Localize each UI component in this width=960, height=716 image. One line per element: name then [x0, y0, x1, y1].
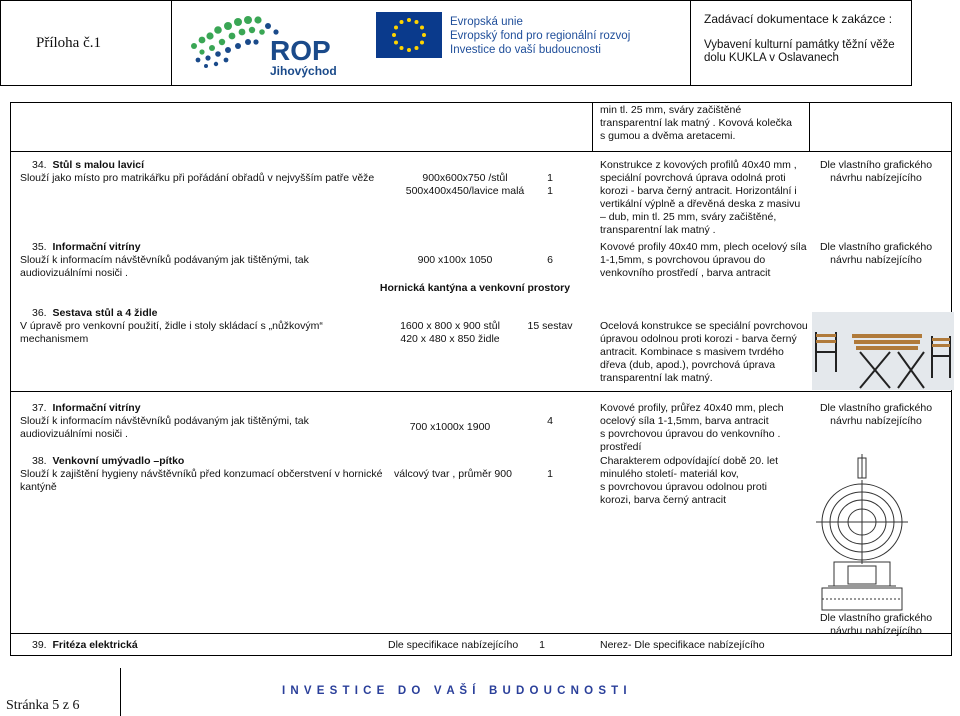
rop-subtext: Jihovýchod	[270, 64, 337, 78]
item-38-heading	[32, 455, 184, 468]
item-34-design-2: návrhu nabízejícího	[830, 172, 922, 184]
top-fragment-3: s gumou a dvěma aretacemi.	[600, 130, 736, 142]
item-34-spec-line: korozi - barva černý antracit. Horizontální i	[600, 185, 797, 197]
item-34-title: Stůl s malou lavicí	[52, 159, 145, 171]
item-38-description-2: kantýně	[20, 481, 57, 493]
tender-line-2: Vybavení kulturní památky těžní věže	[704, 39, 895, 51]
item-35-description-2: audiovizuálními nosiči .	[20, 267, 128, 279]
top-fragment-1: min tl. 25 mm, sváry začištěné	[600, 104, 742, 116]
item-36-title: Sestava stůl a 4 židle	[52, 307, 158, 319]
rop-text: ROP	[270, 35, 331, 66]
item-36-spec-line: dřeva (dub, apod.), povrchová úprava	[600, 359, 776, 371]
item-36-number: 36.	[32, 307, 47, 319]
item-37-qty: 4	[547, 415, 553, 427]
item-38-design-2: návrhu nabízejícího	[830, 625, 922, 637]
item-34-design-1: Dle vlastního grafického	[819, 159, 933, 171]
item-38-spec-line: Charakterem odpovídající době 20. let	[600, 455, 779, 467]
item-37-number: 37.	[32, 402, 47, 414]
item-38-qty: 1	[547, 468, 553, 480]
item-35-dim: 900 x100x 1050	[417, 254, 493, 266]
item-35-spec-line: Kovové profily 40x40 mm, plech ocelový síla	[600, 241, 807, 253]
item-37-dim: 700 x1000x 1900	[409, 421, 491, 433]
item-36-spec-line: úpravou odolnou proti korozi - barva černý	[600, 333, 797, 345]
eu-text-2: Evropský fond pro regionální rozvoj	[450, 30, 631, 42]
item-36-spec-line: antracit. Kombinace s masivem tvrdého	[600, 346, 784, 358]
item-37-spec-line: s povrchovou úpravou do venkovního .	[600, 428, 781, 440]
item-38-description-1: Slouží k zajištění hygieny návštěvníků před konzumací občerstvení v hornické	[20, 468, 383, 480]
item-36-heading	[32, 307, 158, 320]
item-35-heading	[32, 241, 141, 254]
item-38-dim: válcový tvar , průměr 900	[394, 468, 512, 480]
item-34-spec-line: – dub, min tl. 25 mm, sváry začištěné,	[600, 211, 777, 223]
page-number: Stránka 5 z 6	[6, 698, 80, 713]
item-35-number: 35.	[32, 241, 47, 253]
attachment-label: Příloha č.1	[36, 35, 101, 51]
item-38-spec-line: s povrchovou úpravou odolnou proti	[600, 481, 767, 493]
item-37-design-2: návrhu nabízejícího	[830, 415, 922, 427]
item-34-spec-line: speciální povrchová úprava odolná proti	[600, 172, 786, 184]
item-37-description-2: audiovizuálními nosiči .	[20, 428, 128, 440]
eu-stars-icon	[376, 12, 442, 58]
item-37-description-1: Slouží k informacím návštěvníků podávaným jak tištěnými, tak	[20, 415, 309, 427]
item-39-heading	[32, 639, 138, 652]
item-35-spec-line: 1-1,5mm, s povrchovou úpravou do	[600, 254, 766, 266]
eu-text-1: Evropská unie	[450, 16, 523, 28]
item-39-qty: 1	[539, 639, 545, 651]
item-34-qty-2: 1	[547, 185, 553, 197]
top-fragment-2: transparentní lak matný . Kovová kolečka	[600, 117, 793, 129]
item-38-spec-line: korozi, barva černý antracit	[600, 494, 727, 506]
item-38-number: 38.	[32, 455, 47, 467]
item-36-dim-1: 1600 x 800 x 900 stůl	[400, 320, 500, 332]
item-34-description: Slouží jako místo pro matrikářku při pořádání obřadů v nejvyšším patře věže	[20, 172, 375, 184]
item-38-title: Venkovní umývadlo –pítko	[52, 455, 185, 467]
item-36-dim-2: 420 x 480 x 850 židle	[400, 333, 500, 345]
rop-logo	[182, 6, 362, 82]
item-37-heading	[32, 402, 141, 415]
item-35-qty: 6	[547, 254, 553, 266]
item-34-dim-2: 500x400x450/lavice malá	[405, 185, 525, 197]
item-34-heading	[32, 159, 144, 172]
item-34-spec-line: transparentní lak matný .	[600, 224, 716, 236]
item-34-number: 34.	[32, 159, 47, 171]
item-36-spec-line: transparentní lak matný.	[600, 372, 713, 384]
item-36-description-1: V úpravě pro venkovní použití, židle i stoly skládací s „nůžkovým“	[20, 320, 323, 332]
item-34-qty-1: 1	[547, 172, 553, 184]
item-37-spec-line: prostředí	[600, 441, 642, 453]
item-39-spec: Nerez- Dle specifikace nabízejícího	[600, 639, 765, 651]
tender-line-3: dolu KUKLA v Oslavanech	[704, 52, 839, 64]
item-39-number: 39.	[32, 639, 47, 651]
item-36-description-2: mechanismem	[20, 333, 89, 345]
item-37-title: Informační vitríny	[52, 402, 141, 414]
item-34-spec-line: Konstrukce z kovových profilů 40x40 mm ,	[600, 159, 797, 171]
item-35-description-1: Slouží k informacím návštěvníků podávaným jak tištěnými, tak	[20, 254, 309, 266]
item-35-design-1: Dle vlastního grafického	[819, 241, 933, 253]
eu-text-3: Investice do vaší budoucnosti	[450, 44, 601, 56]
item-34-dim-1: 900x600x750 /stůl	[422, 172, 508, 184]
furniture-photo	[812, 312, 954, 390]
item-35-spec-line: venkovního prostředí , barva antracit	[600, 267, 771, 279]
footer-slogan: I N V E S T I C E D O V A Š Í B U D O U C N O S T I	[282, 685, 628, 697]
item-35-title: Informační vitríny	[52, 241, 141, 253]
item-37-spec-line: ocelový síla 1-1,5mm, barva antracit	[600, 415, 769, 427]
eu-flag	[376, 12, 442, 58]
item-37-design-1: Dle vlastního grafického	[819, 402, 933, 414]
fountain-drawing	[812, 454, 912, 612]
tender-line-1: Zadávací dokumentace k zakázce :	[704, 12, 893, 26]
item-34-spec-line: vertikální výplně a dřevěná deska z masivu	[600, 198, 801, 210]
item-38-design-1: Dle vlastního grafického	[819, 612, 933, 624]
item-39-dim: Dle specifikace nabízejícího	[388, 639, 519, 651]
item-38-spec-line: minulého století- materiál kov,	[600, 468, 739, 480]
item-36-qty: 15 sestav	[527, 320, 573, 332]
item-35-design-2: návrhu nabízejícího	[830, 254, 922, 266]
item-36-spec-line: Ocelová konstrukce se speciální povrchovou	[600, 320, 808, 332]
section-heading: Hornická kantýna a venkovní prostory	[379, 282, 571, 294]
item-39-title: Fritéza elektrická	[52, 639, 138, 651]
item-37-spec-line: Kovové profily, průřez 40x40 mm, plech	[600, 402, 784, 414]
